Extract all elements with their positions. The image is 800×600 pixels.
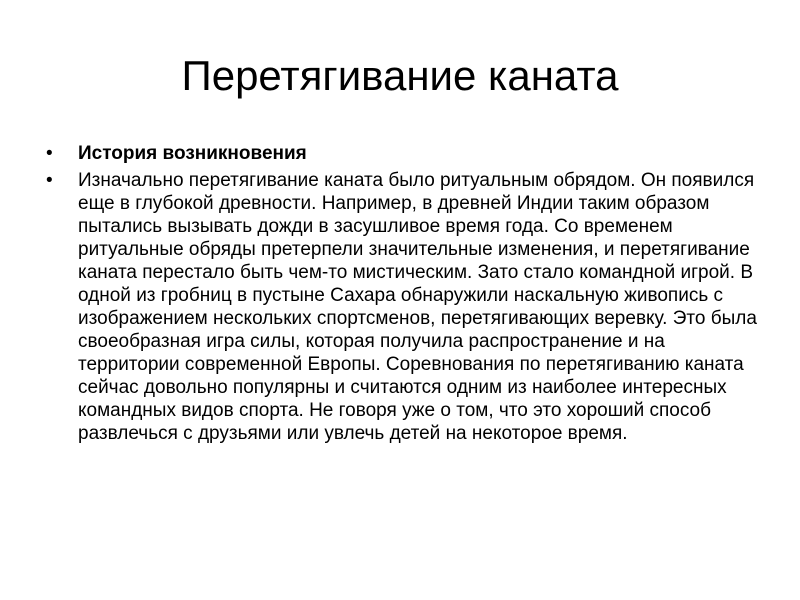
bullet-icon: • [46, 170, 53, 191]
section-heading: История возникновения [78, 143, 307, 164]
bullet-item-heading [46, 142, 762, 165]
body-paragraph: Изначально перетягивание каната было ритуальным обрядом. Он появился еще в глубокой древности. Например, в древней Индии таким образом пытались вызывать дожди в засушливое время года. Со временем ритуальные обряды претерпели значительные изменения, и перетягивание каната перестало быть чем-то мистическим. Зато стало командной игрой. В одной из гробниц в пустыне Сахара обнаружили наскальную живопись с изображением нескольких спортсменов, перетягивающих веревку. Это была своеобразная игра силы, которая получила распространение и на территории современной Европы. Соревнования по перетягиванию каната сейчас довольно популярны и считаются одним из наиболее интересных командных видов спорта. Не говоря уже о том, что это хороший способ развлечься с друзьями или увлечь детей на некоторое время. [78, 170, 757, 444]
bullet-list [46, 142, 762, 445]
bullet-item-paragraph [46, 169, 762, 445]
slide-title: Перетягивание каната [181, 52, 619, 99]
bullet-icon: • [46, 143, 53, 164]
